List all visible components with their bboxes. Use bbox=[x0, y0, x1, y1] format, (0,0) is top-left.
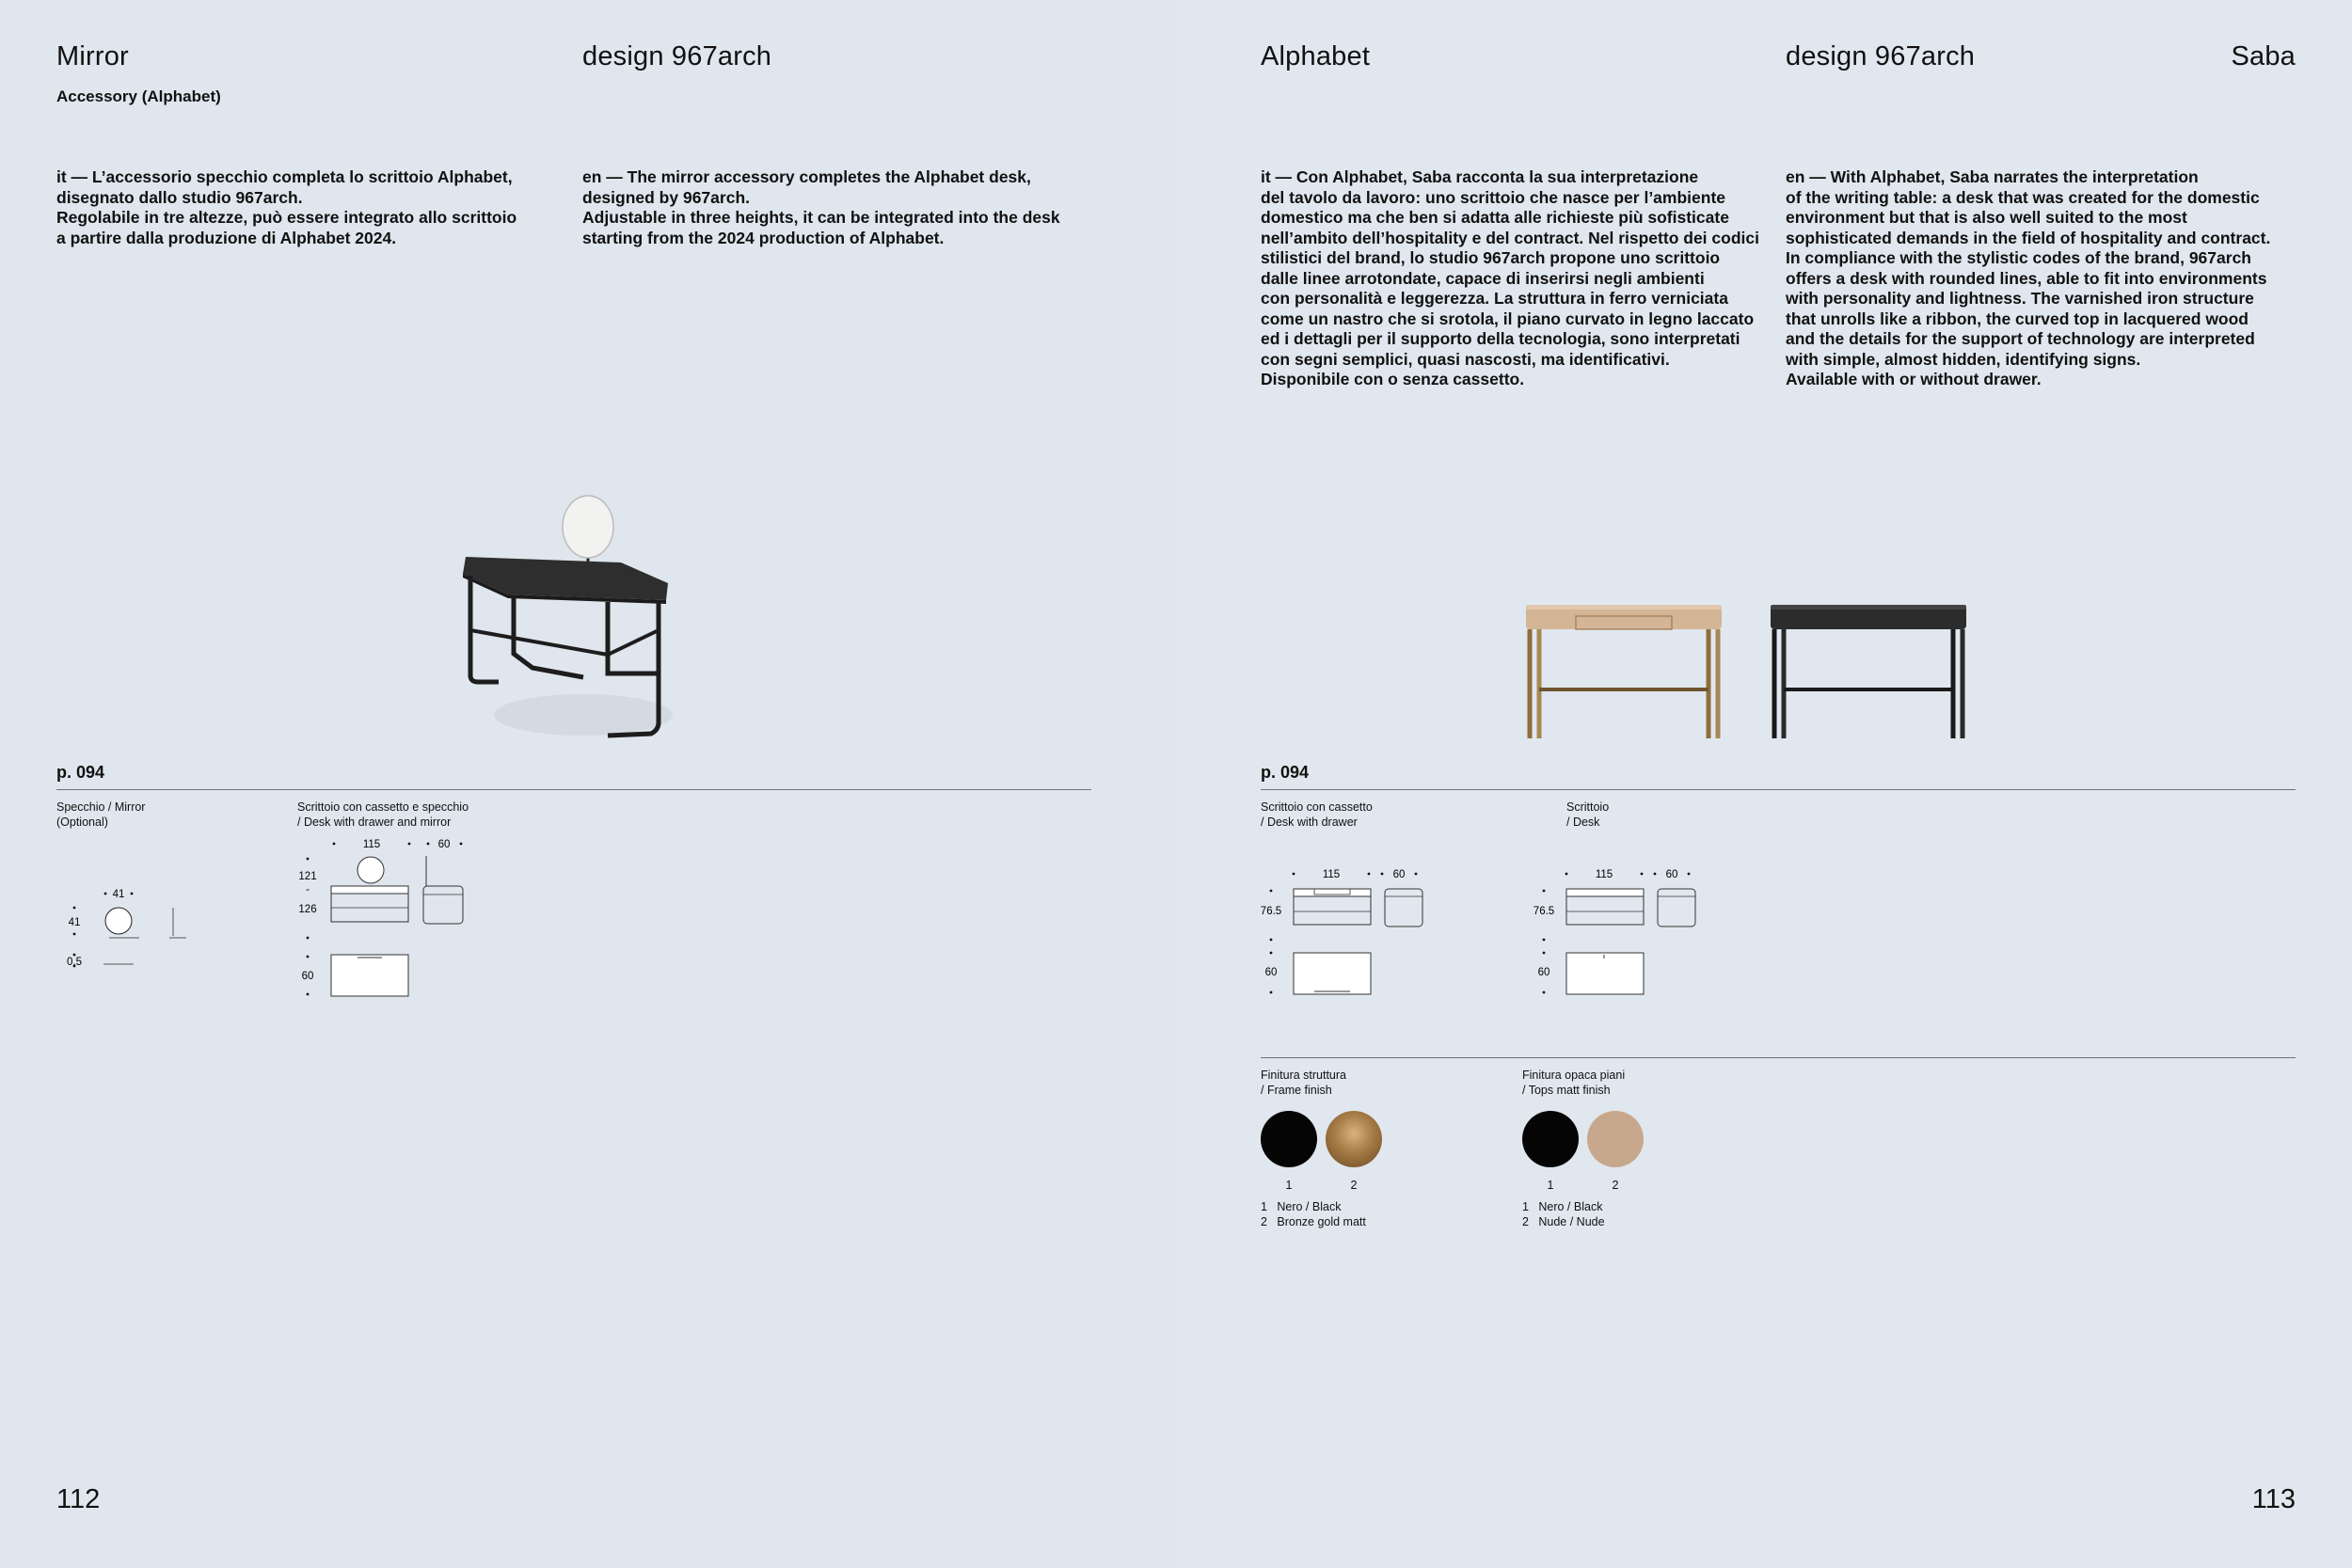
desk-technical-drawing bbox=[1529, 861, 1717, 1002]
desk-with-drawer-photo bbox=[1524, 597, 1731, 748]
dim-desk-height-min: 121 bbox=[298, 871, 317, 882]
dim-mirror-depth: 0.5 bbox=[67, 957, 82, 968]
dim-desk-plan-depth: 60 bbox=[301, 971, 314, 982]
frame-swatch-bronze bbox=[1326, 1111, 1382, 1192]
description-italian: it — Con Alphabet, Saba racconta la sua interpretazione del tavolo da lavoro: uno scrittoio che nasce per l’ambiente domestico ma che ben si adatta alle richieste più sofisticate nell’ambito dell’hospitality e del contract. Nel rispetto dei codici stilistici del brand, lo studio 967arch propone uno scrittoio dalle linee arrotondate, capace di inserirsi negli ambienti con personalità e leggerezza. La struttura in ferro verniciata come un nastro che si srotola, il piano curvato in legno laccato ed i dettagli per il supporto della tecnologia, sono interpretati con segni semplici, quasi nascosti, ma identificativi. Disponibile con o senza cassetto. bbox=[1261, 167, 1759, 388]
swatch-number: 1 bbox=[1547, 1179, 1554, 1192]
page-reference: p. 094 bbox=[1261, 763, 1310, 782]
finishes-divider bbox=[1261, 1057, 2296, 1058]
legend-item: 2 Nude / Nude bbox=[1522, 1215, 1605, 1228]
dim-height: 76.5 bbox=[1260, 906, 1282, 917]
page-reference: p. 094 bbox=[56, 763, 105, 782]
desk-drawer-drawing-caption: Scrittoio con cassetto / Desk with drawer bbox=[1261, 800, 1373, 829]
swatch-circle bbox=[1522, 1111, 1579, 1167]
swatch-circle bbox=[1261, 1111, 1317, 1167]
tops-swatch-black bbox=[1522, 1111, 1579, 1192]
mirror-technical-drawing bbox=[56, 879, 198, 974]
page-number: 113 bbox=[2251, 1484, 2296, 1514]
page-title: Alphabet bbox=[1261, 41, 1371, 71]
dim-mirror-height: 41 bbox=[68, 917, 81, 928]
page-title: Mirror bbox=[56, 41, 129, 71]
dim-desk-height-separator: - bbox=[306, 884, 310, 895]
dim-height: 76.5 bbox=[1533, 906, 1555, 917]
desk-with-mirror-photo bbox=[442, 489, 687, 743]
tops-swatch-nude bbox=[1587, 1111, 1644, 1192]
dim-width: 115 bbox=[1595, 869, 1613, 880]
dim-desk-depth: 60 bbox=[437, 839, 451, 850]
swatch-number: 1 bbox=[1285, 1179, 1293, 1192]
desk-black-photo bbox=[1769, 597, 1976, 748]
legend-item: 2 Bronze gold matt bbox=[1261, 1215, 1366, 1228]
dim-plan-depth: 60 bbox=[1537, 967, 1550, 978]
description-italian: it — L’accessorio specchio completa lo scrittoio Alphabet, disegnato dallo studio 967arch. Regolabile in tre altezze, può essere integrato allo scrittoio a partire dalla produzione di Alphabet 2024. bbox=[56, 167, 517, 247]
desk-mirror-drawing-caption: Scrittoio con cassetto e specchio / Desk with drawer and mirror bbox=[297, 800, 469, 829]
frame-finish-legend bbox=[1261, 1199, 1382, 1229]
mirror-drawing-caption: Specchio / Mirror (Optional) bbox=[56, 800, 146, 829]
tops-finish-legend bbox=[1522, 1199, 1644, 1229]
swatch-circle bbox=[1587, 1111, 1644, 1167]
dim-width: 115 bbox=[1322, 869, 1341, 880]
section-divider bbox=[1261, 789, 2296, 790]
description-english: en — The mirror accessory completes the Alphabet desk, designed by 967arch. Adjustable in three heights, it can be integrated into the desk starting from the 2024 production of Alphabet. bbox=[582, 167, 1060, 247]
swatch-number: 2 bbox=[1612, 1179, 1619, 1192]
brand-label: Saba bbox=[2231, 41, 2296, 71]
desk-mirror-technical-drawing bbox=[292, 832, 480, 1002]
swatch-number: 2 bbox=[1350, 1179, 1358, 1192]
desk-drawer-technical-drawing bbox=[1256, 861, 1444, 1002]
tops-finish-caption: Finitura opaca piani / Tops matt finish bbox=[1522, 1069, 1626, 1097]
dim-depth: 60 bbox=[1665, 869, 1678, 880]
section-divider bbox=[56, 789, 1091, 790]
page-number: 112 bbox=[56, 1484, 101, 1514]
legend-item: 1 Nero / Black bbox=[1522, 1200, 1603, 1213]
desk-drawing-caption: Scrittoio / Desk bbox=[1566, 800, 1610, 829]
designer-label: design 967arch bbox=[1786, 41, 1976, 71]
dim-depth: 60 bbox=[1392, 869, 1406, 880]
swatch-circle bbox=[1326, 1111, 1382, 1167]
right-page bbox=[1176, 0, 2352, 1568]
frame-swatch-black bbox=[1261, 1111, 1317, 1192]
frame-finish-group bbox=[1261, 1069, 1382, 1229]
legend-item: 1 Nero / Black bbox=[1261, 1200, 1342, 1213]
tops-finish-group bbox=[1522, 1069, 1644, 1229]
frame-finish-caption: Finitura struttura / Frame finish bbox=[1261, 1069, 1347, 1097]
dim-desk-width: 115 bbox=[362, 839, 381, 850]
dim-plan-depth: 60 bbox=[1264, 967, 1278, 978]
designer-label: design 967arch bbox=[582, 41, 772, 71]
dim-mirror-width: 41 bbox=[112, 889, 125, 900]
dim-desk-height-max: 126 bbox=[298, 904, 317, 915]
description-english: en — With Alphabet, Saba narrates the interpretation of the writing table: a desk that was created for the domestic environment but that is also well suited to the most sophisticated demands in the field of hospitality and contract. In compliance with the stylistic codes of the brand, 967arch offers a desk with rounded lines, able to fit into environments with personality and lightness. The varnished iron structure that unrolls like a ribbon, the curved top in lacquered wood and the details for the support of technology are interpreted with simple, almost hidden, identifying signs. Available with or without drawer. bbox=[1786, 167, 2271, 388]
page-subtitle: Accessory (Alphabet) bbox=[56, 87, 221, 105]
